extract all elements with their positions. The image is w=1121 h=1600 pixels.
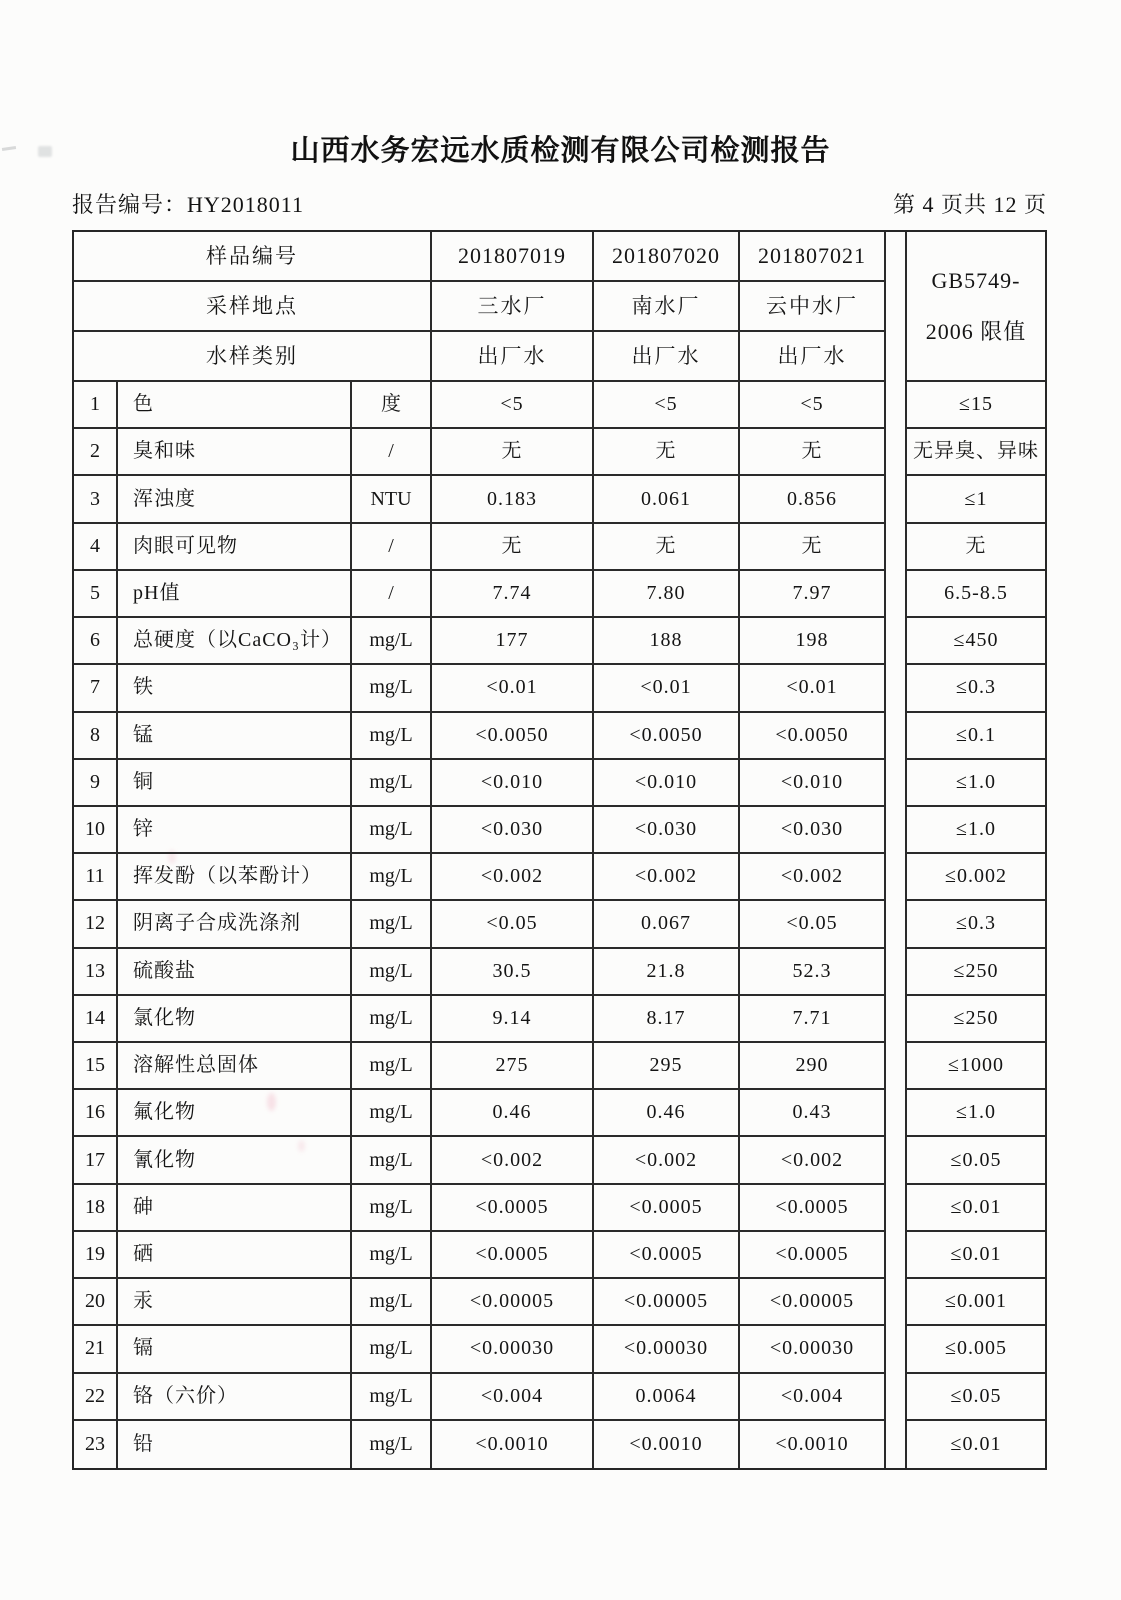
- value-cell: <0.00030: [740, 1326, 886, 1373]
- value-cell: <0.010: [740, 760, 886, 807]
- limit-standard-header: [907, 232, 1045, 382]
- value-cell: 295: [594, 1043, 740, 1090]
- parameter-name-cell: 锰: [118, 713, 352, 760]
- value-cell: <0.0010: [432, 1421, 594, 1468]
- unit-cell: 度: [352, 382, 432, 429]
- row-number-cell: 22: [74, 1374, 118, 1421]
- value-cell: 无: [432, 524, 594, 571]
- unit-cell: mg/L: [352, 996, 432, 1043]
- value-cell: <0.00030: [594, 1326, 740, 1373]
- unit-cell: /: [352, 571, 432, 618]
- parameter-name-cell: 铅: [118, 1421, 352, 1468]
- value-cell: <0.0050: [740, 713, 886, 760]
- value-cell: <0.002: [594, 1137, 740, 1184]
- unit-cell: mg/L: [352, 1421, 432, 1468]
- limit-cell: ≤0.001: [907, 1279, 1045, 1326]
- parameter-name-cell: 硫酸盐: [118, 949, 352, 996]
- parameter-name-cell: 臭和味: [118, 429, 352, 476]
- value-cell: 177: [432, 618, 594, 665]
- parameter-name-cell: 浑浊度: [118, 476, 352, 523]
- limit-cell: ≤450: [907, 618, 1045, 665]
- value-cell: <0.030: [432, 807, 594, 854]
- unit-cell: mg/L: [352, 854, 432, 901]
- value-cell: 290: [740, 1043, 886, 1090]
- value-cell: 0.061: [594, 476, 740, 523]
- row-number-cell: 3: [74, 476, 118, 523]
- value-cell: 无: [594, 524, 740, 571]
- value-cell: <0.004: [432, 1374, 594, 1421]
- parameter-name-cell: 总硬度（以CaCO₃计）: [118, 618, 352, 665]
- value-cell: 无: [740, 429, 886, 476]
- sample-id-cell: 201807020: [594, 232, 740, 282]
- value-cell: 9.14: [432, 996, 594, 1043]
- value-cell: <0.002: [740, 1137, 886, 1184]
- unit-cell: mg/L: [352, 1137, 432, 1184]
- row-number-cell: 21: [74, 1326, 118, 1373]
- row-number-cell: 8: [74, 713, 118, 760]
- unit-cell: mg/L: [352, 1043, 432, 1090]
- value-cell: <0.010: [594, 760, 740, 807]
- value-cell: <0.0010: [594, 1421, 740, 1468]
- value-cell: 7.74: [432, 571, 594, 618]
- value-cell: 7.80: [594, 571, 740, 618]
- value-cell: <0.01: [740, 665, 886, 712]
- parameter-name-cell: 镉: [118, 1326, 352, 1373]
- value-cell: <0.002: [432, 854, 594, 901]
- header-location-label: 采样地点: [74, 282, 432, 332]
- report-meta-row: [72, 188, 1047, 219]
- value-cell: 无: [594, 429, 740, 476]
- value-cell: 52.3: [740, 949, 886, 996]
- limit-cell: ≤0.05: [907, 1137, 1045, 1184]
- value-cell: 0.183: [432, 476, 594, 523]
- sample-id-cell: 201807021: [740, 232, 886, 282]
- row-number-cell: 7: [74, 665, 118, 712]
- limit-cell: ≤0.3: [907, 665, 1045, 712]
- row-number-cell: 20: [74, 1279, 118, 1326]
- value-cell: 188: [594, 618, 740, 665]
- value-cell: <0.004: [740, 1374, 886, 1421]
- row-number-cell: 19: [74, 1232, 118, 1279]
- limit-cell: ≤15: [907, 382, 1045, 429]
- value-cell: <5: [594, 382, 740, 429]
- parameter-name-cell: 色: [118, 382, 352, 429]
- limit-cell: ≤1.0: [907, 1090, 1045, 1137]
- limit-cell: ≤250: [907, 949, 1045, 996]
- parameter-name-cell: 氯化物: [118, 996, 352, 1043]
- location-cell: 三水厂: [432, 282, 594, 332]
- value-cell: <0.01: [594, 665, 740, 712]
- value-cell: <0.05: [740, 901, 886, 948]
- row-number-cell: 18: [74, 1185, 118, 1232]
- parameter-name-cell: 氟化物: [118, 1090, 352, 1137]
- value-cell: <0.0005: [432, 1232, 594, 1279]
- value-cell: 7.97: [740, 571, 886, 618]
- unit-cell: mg/L: [352, 949, 432, 996]
- limit-cell: ≤1: [907, 476, 1045, 523]
- row-number-cell: 6: [74, 618, 118, 665]
- parameter-name-cell: 汞: [118, 1279, 352, 1326]
- unit-cell: mg/L: [352, 1090, 432, 1137]
- parameter-name-cell: 阴离子合成洗涤剂: [118, 901, 352, 948]
- row-number-cell: 10: [74, 807, 118, 854]
- unit-cell: mg/L: [352, 713, 432, 760]
- value-cell: <0.0050: [594, 713, 740, 760]
- value-cell: <0.002: [432, 1137, 594, 1184]
- sample-type-cell: 出厂水: [594, 332, 740, 382]
- parameter-name-cell: pH值: [118, 571, 352, 618]
- value-cell: <0.0010: [740, 1421, 886, 1468]
- value-cell: <0.0005: [594, 1185, 740, 1232]
- limit-cell: 6.5-8.5: [907, 571, 1045, 618]
- value-cell: 30.5: [432, 949, 594, 996]
- value-cell: <0.0005: [594, 1232, 740, 1279]
- value-cell: 无: [740, 524, 886, 571]
- value-cell: 0.43: [740, 1090, 886, 1137]
- unit-cell: mg/L: [352, 1185, 432, 1232]
- value-cell: <0.0050: [432, 713, 594, 760]
- row-number-cell: 2: [74, 429, 118, 476]
- value-cell: <0.0005: [740, 1232, 886, 1279]
- sample-id-cell: 201807019: [432, 232, 594, 282]
- value-cell: <0.010: [432, 760, 594, 807]
- value-cell: <0.0005: [740, 1185, 886, 1232]
- location-cell: 云中水厂: [740, 282, 886, 332]
- unit-cell: mg/L: [352, 760, 432, 807]
- parameter-name-cell: 锌: [118, 807, 352, 854]
- value-cell: 无: [432, 429, 594, 476]
- parameter-name-cell: 硒: [118, 1232, 352, 1279]
- value-cell: <0.00005: [594, 1279, 740, 1326]
- limit-cell: ≤1.0: [907, 760, 1045, 807]
- header-sample-id-label: 样品编号: [74, 232, 432, 282]
- limit-cell: ≤0.1: [907, 713, 1045, 760]
- parameter-name-cell: 肉眼可见物: [118, 524, 352, 571]
- value-cell: 0.46: [432, 1090, 594, 1137]
- limit-cell: ≤0.01: [907, 1232, 1045, 1279]
- row-number-cell: 12: [74, 901, 118, 948]
- unit-cell: mg/L: [352, 1279, 432, 1326]
- row-number-cell: 5: [74, 571, 118, 618]
- unit-cell: mg/L: [352, 901, 432, 948]
- limit-cell: ≤250: [907, 996, 1045, 1043]
- results-table: [72, 230, 1047, 1470]
- report-title: 山西水务宏远水质检测有限公司检测报告: [290, 135, 831, 167]
- unit-cell: mg/L: [352, 618, 432, 665]
- parameter-name-cell: 砷: [118, 1185, 352, 1232]
- row-number-cell: 13: [74, 949, 118, 996]
- parameter-name-cell: 铁: [118, 665, 352, 712]
- value-cell: <0.002: [740, 854, 886, 901]
- page-indicator: 第 4 页共 12 页: [892, 192, 1047, 217]
- value-cell: <0.00005: [432, 1279, 594, 1326]
- parameter-name-cell: 溶解性总固体: [118, 1043, 352, 1090]
- value-cell: <5: [432, 382, 594, 429]
- value-cell: 21.8: [594, 949, 740, 996]
- unit-cell: mg/L: [352, 665, 432, 712]
- limit-cell: ≤0.05: [907, 1374, 1045, 1421]
- unit-cell: /: [352, 524, 432, 571]
- limit-cell: ≤0.005: [907, 1326, 1045, 1373]
- limit-cell: ≤0.3: [907, 901, 1045, 948]
- row-number-cell: 1: [74, 382, 118, 429]
- limit-cell: ≤1000: [907, 1043, 1045, 1090]
- row-number-cell: 11: [74, 854, 118, 901]
- sample-type-cell: 出厂水: [740, 332, 886, 382]
- row-number-cell: 14: [74, 996, 118, 1043]
- value-cell: <0.00030: [432, 1326, 594, 1373]
- row-number-cell: 17: [74, 1137, 118, 1184]
- separator-column: [886, 232, 907, 1468]
- row-number-cell: 15: [74, 1043, 118, 1090]
- parameter-name-cell: 铬（六价）: [118, 1374, 352, 1421]
- parameter-name-cell: 氰化物: [118, 1137, 352, 1184]
- value-cell: 0.46: [594, 1090, 740, 1137]
- row-number-cell: 9: [74, 760, 118, 807]
- value-cell: 7.71: [740, 996, 886, 1043]
- limit-cell: ≤1.0: [907, 807, 1045, 854]
- parameter-name-cell: 挥发酚（以苯酚计）: [118, 854, 352, 901]
- unit-cell: mg/L: [352, 1232, 432, 1279]
- row-number-cell: 16: [74, 1090, 118, 1137]
- limit-cell: ≤0.002: [907, 854, 1045, 901]
- value-cell: <0.002: [594, 854, 740, 901]
- report-number: 报告编号：HY2018011: [72, 192, 304, 217]
- value-cell: <0.030: [594, 807, 740, 854]
- value-cell: 0.067: [594, 901, 740, 948]
- unit-cell: mg/L: [352, 807, 432, 854]
- parameter-name-cell: 铜: [118, 760, 352, 807]
- limit-standard-line2: 2006 限值: [925, 319, 1027, 344]
- limit-cell: ≤0.01: [950, 1432, 1002, 1455]
- header-type-label: 水样类别: [74, 332, 432, 382]
- row-number-cell: 23: [74, 1421, 118, 1468]
- unit-cell: mg/L: [352, 1326, 432, 1373]
- value-cell: 0.856: [740, 476, 886, 523]
- value-cell: 0.0064: [594, 1374, 740, 1421]
- limit-cell: 无异臭、异味: [907, 429, 1045, 476]
- limit-cell: ≤0.01: [907, 1185, 1045, 1232]
- value-cell: <0.01: [432, 665, 594, 712]
- location-cell: 南水厂: [594, 282, 740, 332]
- value-cell: 8.17: [594, 996, 740, 1043]
- value-cell: <5: [740, 382, 886, 429]
- row-number-cell: 4: [74, 524, 118, 571]
- value-cell: 198: [740, 618, 886, 665]
- unit-cell: /: [352, 429, 432, 476]
- value-cell: <0.05: [432, 901, 594, 948]
- value-cell: 275: [432, 1043, 594, 1090]
- sample-type-cell: 出厂水: [432, 332, 594, 382]
- limit-standard-line1: GB5749-: [931, 267, 1021, 293]
- value-cell: <0.0005: [432, 1185, 594, 1232]
- limit-cell: 无: [907, 524, 1045, 571]
- value-cell: <0.030: [740, 807, 886, 854]
- unit-cell: NTU: [352, 476, 432, 523]
- value-cell: <0.00005: [740, 1279, 886, 1326]
- unit-cell: mg/L: [352, 1374, 432, 1421]
